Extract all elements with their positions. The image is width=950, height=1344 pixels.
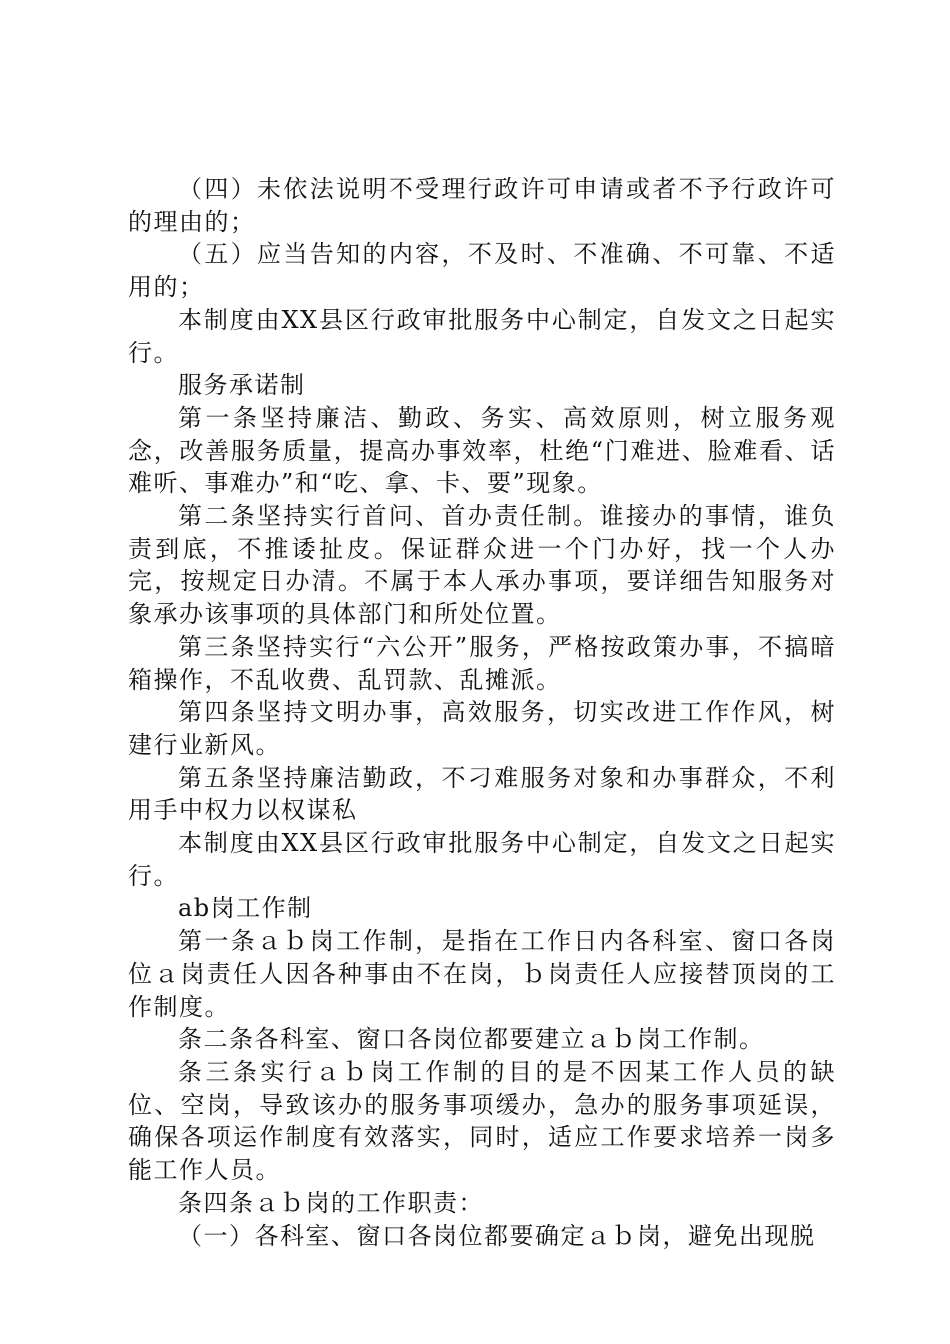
section-heading-service-commitment: 服务承诺制 (178, 371, 306, 400)
paragraph-ab-article-1: 第一条ａｂ岗工作制，是指在工作日内各科室、窗口各岗位ａ岗责任人因各种事由不在岗，ｂ岗责任人应接替顶岗的工作制度。 (128, 927, 836, 1021)
paragraph-item-5: （五）应当告知的内容，不及时、不准确、不可靠、不适用的； (128, 240, 836, 302)
paragraph-article-4: 第四条坚持文明办事，高效服务，切实改进工作作风，树建行业新风。 (128, 698, 836, 759)
paragraph-item-4: （四）未依法说明不受理行政许可申请或者不予行政许可的理由的； (128, 175, 836, 236)
paragraph-article-2: 第二条坚持实行首问、首办责任制。谁接办的事情，谁负责到底，不推诿扯皮。保证群众进一个门办好，找一个人办完，按规定日办清。不属于本人承办事项，要详细告知服务对象承办该事项的具体部门和所处位置。 (128, 502, 836, 629)
paragraph-ab-article-2: 条二条各科室、窗口各岗位都要建立ａｂ岗工作制。 (178, 1025, 765, 1054)
paragraph-enactment-2: 本制度由XX县区行政审批服务中心制定，自发文之日起实行。 (128, 829, 836, 890)
document-body (128, 173, 836, 1252)
paragraph-enactment-1: 本制度由XX县区行政审批服务中心制定，自发文之日起实行。 (128, 305, 836, 367)
paragraph-ab-article-4: 条四条ａｂ岗的工作职责： (178, 1188, 484, 1217)
paragraph-article-3: 第三条坚持实行“六公开”服务，严格按政策办事，不搞暗箱操作，不乱收费、乱罚款、乱摊派。 (128, 632, 836, 694)
section-heading-ab-post: ab岗工作制 (178, 894, 313, 923)
paragraph-article-5: 第五条坚持廉洁勤政，不刁难服务对象和办事群众，不利用手中权力以权谋私 (128, 763, 836, 825)
paragraph-ab-item-1: （一）各科室、窗口各岗位都要确定ａｂ岗，避免出现脱 (178, 1221, 816, 1250)
paragraph-article-1: 第一条坚持廉洁、勤政、务实、高效原则，树立服务观念，改善服务质量，提高办事效率，杜绝“门难进、脸难看、话难听、事难办”和“吃、拿、卡、要”现象。 (128, 403, 836, 498)
paragraph-ab-article-3: 条三条实行ａｂ岗工作制的目的是不因某工作人员的缺位、空岗，导致该办的服务事项缓办，急办的服务事项延误，确保各项运作制度有效落实，同时，适应工作要求培养一岗多能工作人员。 (128, 1057, 836, 1185)
